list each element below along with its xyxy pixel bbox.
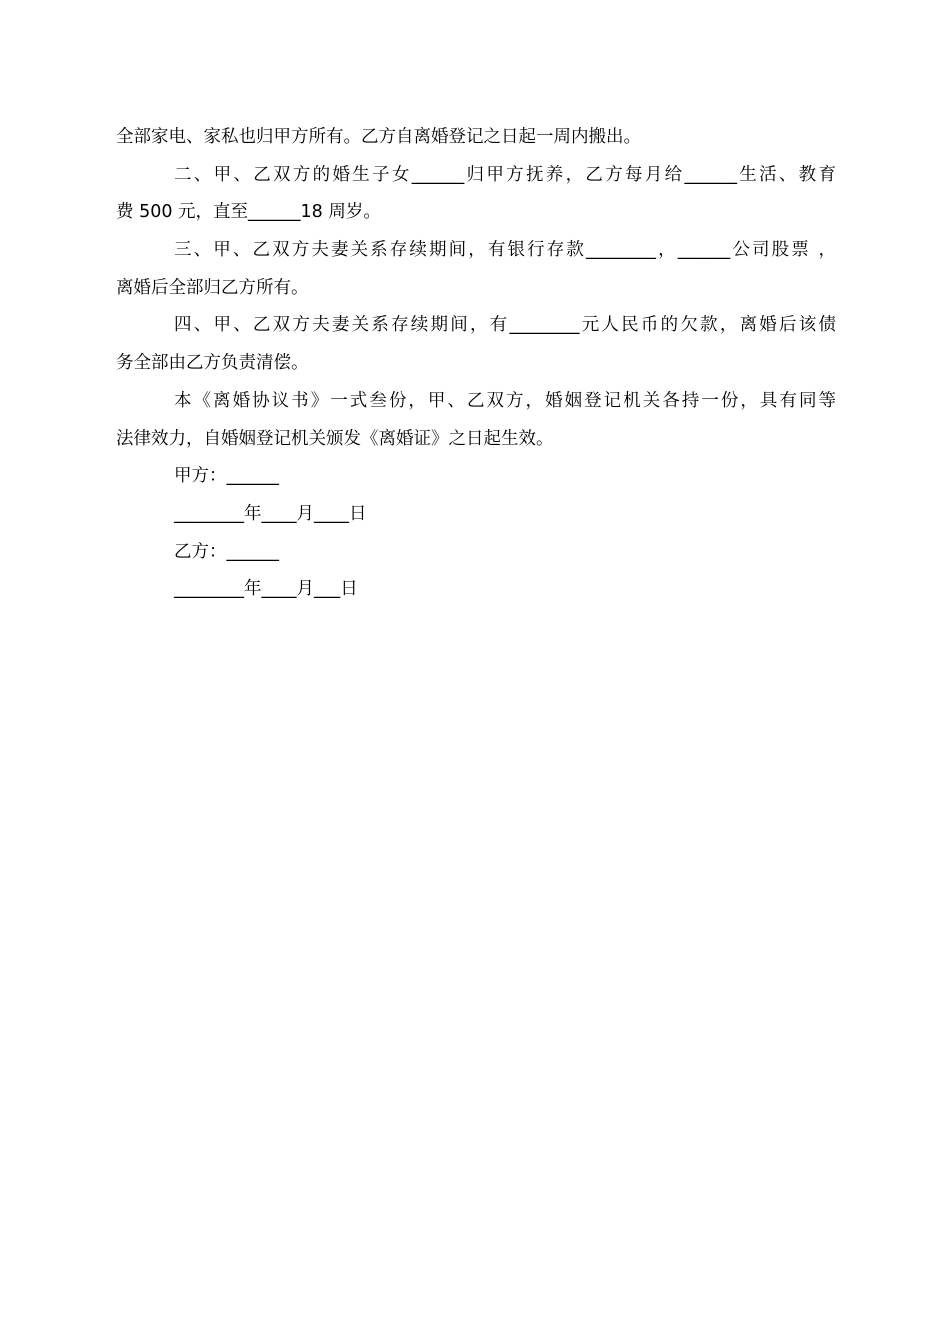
clause-three-line-2: 离婚后全部归乙方所有。	[116, 277, 309, 298]
party-b-date: ________年____月___日	[174, 579, 358, 600]
clause-four-line-2: 务全部由乙方负责清偿。	[116, 353, 309, 374]
party-a-date: ________年____月____日	[174, 503, 367, 524]
validity-line-2: 法律效力，自婚姻登记机关颁发《离婚证》之日起生效。	[116, 428, 554, 449]
party-a-signature: 甲方：______	[174, 466, 279, 487]
party-b-signature: 乙方：______	[174, 541, 279, 562]
paragraph-line: 全部家电、家私也归甲方所有。乙方自离婚登记之日起一周内搬出。	[116, 127, 641, 147]
clause-two-line-2: 费 500 元，直至______18 周岁。	[116, 202, 381, 223]
clause-three-line-1: 三、甲、乙双方夫妻关系存续期间，有银行存款________，______公司股票 ，	[174, 240, 836, 261]
clause-four-line-1: 四、甲、乙双方夫妻关系存续期间，有________元人民币的欠款，离婚后该债	[174, 315, 836, 336]
clause-two-line-1: 二、甲、乙双方的婚生子女______归甲方抚养，乙方每月给______生活、教育	[174, 164, 836, 185]
document-body	[116, 119, 836, 609]
validity-line-1: 本《离婚协议书》一式叁份，甲、乙双方，婚姻登记机关各持一份，具有同等	[174, 390, 836, 411]
